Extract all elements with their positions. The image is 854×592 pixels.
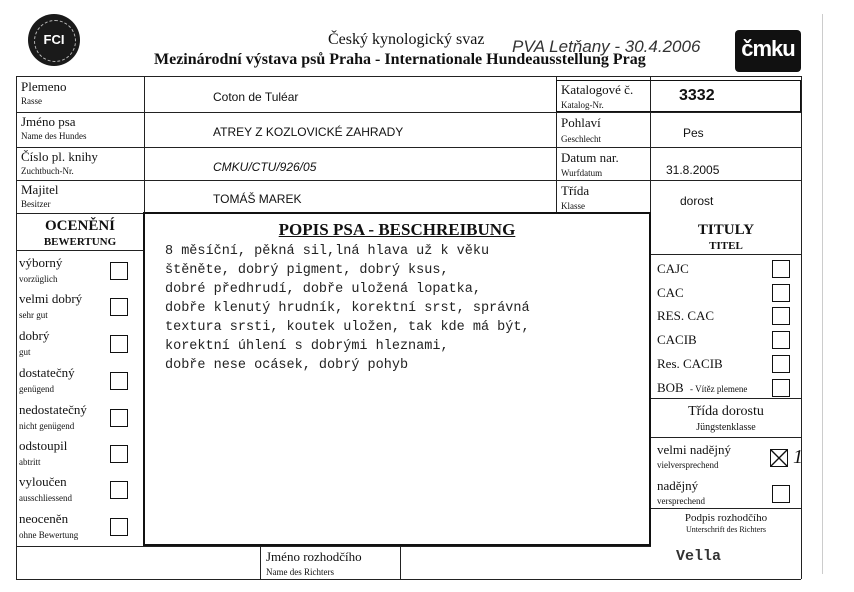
sex-label: Pohlaví [561,115,601,130]
title-checkbox[interactable] [772,379,790,397]
evaluation-checkbox[interactable] [110,372,128,390]
evaluation-option-sublabel: abtritt [19,457,41,467]
title-option-label: CAC [657,285,684,300]
title-checkbox[interactable] [772,260,790,278]
evaluation-option-sublabel: sehr gut [19,310,48,320]
class-value: dorost [680,194,714,208]
evaluation-option-sublabel: ausschliessend [19,493,72,503]
event-title: PVA Letňany - 30.4.2006 [512,37,701,56]
evaluation-option-sublabel: genügend [19,384,54,394]
description-text [165,242,530,375]
description-title: POPIS PSA - BESCHREIBUNG [278,220,516,239]
evaluation-checkbox[interactable] [110,481,128,499]
evaluation-option-label: velmi dobrý [19,291,83,306]
evaluation-option-sublabel: nicht genügend [19,421,75,431]
studbook-label: Číslo pl. knihy [21,149,98,164]
title-option-label: CAJC [657,261,689,276]
owner-sublabel: Besitzer [21,199,51,209]
title-checkbox[interactable] [772,307,790,325]
dog-name-value: ATREY Z KOZLOVICKÉ ZAHRADY [213,125,404,139]
evaluation-option-label: odstoupil [19,438,68,453]
evaluation-option-sublabel: vorzüglich [19,274,58,284]
description-line: dobré předhrudí, dobře uložená lopatka, [165,282,481,297]
description-line: dobře nese ocásek, dobrý pohyb [165,358,409,373]
evaluation-option-label: neoceněn [19,511,69,526]
junior-option-label: velmi nadějný [657,442,732,457]
page-subtitle: Mezinárodní výstava psů Praha - Internationale Hundeausstellung Prag [154,51,646,68]
evaluation-option-sublabel: ohne Bewertung [19,530,79,540]
organization-name: Český kynologický svaz [328,31,485,48]
titles-title: TITULY [697,222,755,238]
dog-name-sublabel: Name des Hundes [21,131,87,141]
owner-value: TOMÁŠ MAREK [213,192,302,206]
evaluation-checkbox[interactable] [110,445,128,463]
junior-checkbox[interactable] [772,485,790,503]
title-checkbox[interactable] [772,355,790,373]
evaluation-checkbox[interactable] [110,518,128,536]
handwritten-mark: 1 [793,446,803,468]
title-option-extra: - Vítěz plemene [690,384,748,394]
birth-date-label: Datum nar. [561,150,619,165]
evaluation-option-label: dostatečný [19,365,75,380]
description-line: korektní úhlení s dobrými hleznami, [165,339,449,354]
evaluation-subtitle: BEWERTUNG [43,236,117,248]
evaluation-option-label: dobrý [19,328,50,343]
studbook-value: CMKU/CTU/926/05 [213,160,317,174]
breed-value: Coton de Tuléar [213,90,299,104]
catalog-value: 3332 [679,87,715,104]
sex-sublabel: Geschlecht [561,134,601,144]
catalog-label: Katalogové č. [561,82,634,97]
evaluation-option-sublabel: gut [19,347,31,357]
owner-label: Majitel [21,182,59,197]
judge-name-sublabel: Name des Richters [266,567,334,577]
junior-class-title: Třída dorostu [688,404,764,419]
birth-date-value: 31.8.2005 [666,163,720,177]
cmku-logo [735,30,801,72]
class-sublabel: Klasse [561,201,585,211]
title-checkbox[interactable] [772,331,790,349]
description-line: textura srsti, koutek uložen, tak kde má být, [165,320,530,335]
judge-signature-sublabel: Unterschrift des Richters [686,525,766,534]
description-line: štěněte, dobrý pigment, dobrý ksus, [165,263,449,278]
title-option-label: RES. CAC [657,308,715,323]
check-mark-icon [770,449,788,467]
junior-class-subtitle: Jüngstenklasse [696,422,756,433]
class-label: Třída [561,183,590,198]
scan-edge [822,14,823,574]
evaluation-title: OCENĚNÍ [44,218,115,234]
titles-subtitle: TITEL [709,240,743,252]
dog-name-label: Jméno psa [21,114,76,129]
evaluation-checkbox[interactable] [110,409,128,427]
evaluation-option-label: nedostatečný [19,402,87,417]
title-option-label: BOB [657,380,684,395]
title-option-label: CACIB [657,332,697,347]
description-line: 8 měsíční, pěkná sil,lná hlava už k věku [165,244,490,259]
sex-value: Pes [683,126,704,140]
title-checkbox[interactable] [772,284,790,302]
junior-option-label: nadějný [657,478,699,493]
judge-signature: Vella [676,548,722,565]
evaluation-checkbox[interactable] [110,335,128,353]
title-option-label: Res. CACIB [657,356,723,371]
judge-signature-label: Podpis rozhodčího [684,512,768,524]
evaluation-checkbox[interactable] [110,262,128,280]
evaluation-option-label: výborný [19,255,63,270]
evaluation-checkbox[interactable] [110,298,128,316]
birth-date-sublabel: Wurfdatum [561,168,603,178]
junior-option-sublabel: versprechend [657,496,705,506]
breed-label: Plemeno [21,79,67,94]
judge-name-label: Jméno rozhodčího [266,549,362,564]
catalog-sublabel: Katalog-Nr. [561,100,604,110]
junior-option-sublabel: vielversprechend [657,460,719,470]
fci-logo [28,14,80,66]
studbook-sublabel: Zuchtbuch-Nr. [21,166,74,176]
evaluation-option-label: vyloučen [19,474,67,489]
junior-checkbox-checked[interactable] [770,449,788,467]
fci-logo-text: FCI [43,32,65,47]
description-line: dobře klenutý hrudník, korektní srst, správná [165,301,530,316]
cmku-logo-text: čmku [741,36,795,61]
breed-sublabel: Rasse [21,96,42,106]
